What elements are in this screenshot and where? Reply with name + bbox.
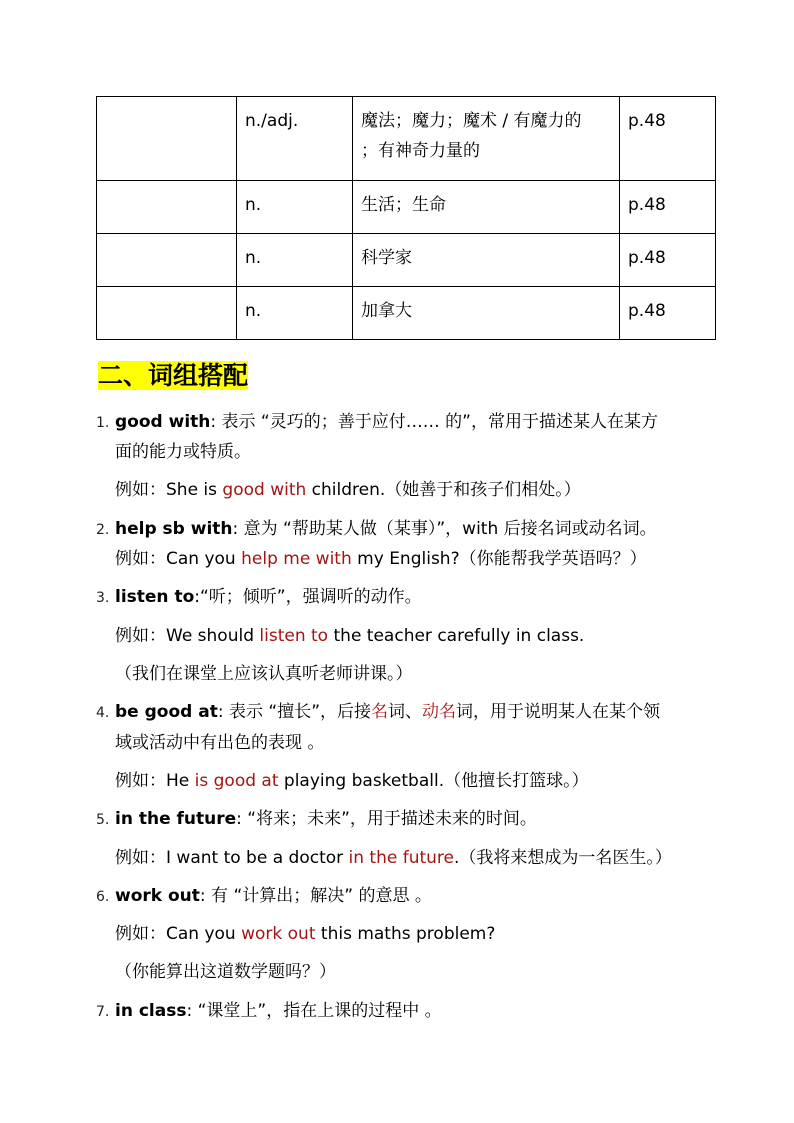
example-line <box>115 846 672 870</box>
phrase-desc: 意为 “帮助某人做（某事）”，with 后接名词或动名词。 <box>238 519 657 539</box>
example-text: playing basketball.（他擅长打篮球。） <box>278 771 589 791</box>
meaning-cell: 加拿大 <box>353 287 620 340</box>
desc-highlight: 名 <box>371 702 388 722</box>
item-number: 3. <box>96 590 110 606</box>
example-text: the teacher carefully in class. <box>328 626 585 646</box>
word-cell <box>97 181 237 234</box>
phrase-term: good with <box>115 412 211 432</box>
meaning-cell: 生活；生命 <box>353 181 620 234</box>
phrase-desc-cont: 面的能力或特质。 <box>115 442 251 462</box>
phrase-line <box>115 884 432 908</box>
phrase-desc: “课堂上”，指在上课的过程中 。 <box>192 1001 442 1021</box>
colon: : <box>232 519 239 539</box>
phrase-desc: 词、 <box>388 702 422 722</box>
table-row <box>97 181 716 234</box>
phrase-line <box>115 999 442 1023</box>
section-heading <box>96 358 250 394</box>
colon: : <box>217 702 224 722</box>
example-text: She is <box>166 480 223 500</box>
example-prefix: 例如： <box>115 771 166 791</box>
item-number: 2. <box>96 522 110 538</box>
example-prefix: 例如： <box>115 626 166 646</box>
table-row <box>97 97 716 181</box>
page-cell: p.48 <box>620 287 716 340</box>
example-line <box>115 478 581 502</box>
phrase-desc: 表示 “灵巧的；善于应付…… 的”，常用于描述某人在某方 <box>216 412 658 432</box>
word-cell <box>97 97 237 181</box>
page-cell: p.48 <box>620 234 716 287</box>
phrase-term: be good at <box>115 702 218 722</box>
example-prefix: 例如： <box>115 848 166 868</box>
word-cell <box>97 287 237 340</box>
example-prefix: 例如： <box>115 549 166 569</box>
example-line <box>115 547 647 571</box>
table-row <box>97 234 716 287</box>
example-translation: （我们在课堂上应该认真听老师讲课。） <box>115 664 413 684</box>
colon: : <box>186 1001 193 1021</box>
pos-cell: n. <box>237 181 353 234</box>
page-cell: p.48 <box>620 181 716 234</box>
example-translation: （你能算出这道数学题吗？） <box>115 962 336 982</box>
page-cell: p.48 <box>620 97 716 181</box>
item-number: 6. <box>96 889 110 905</box>
vocabulary-table <box>96 96 716 340</box>
phrase-term: in the future <box>115 809 237 829</box>
example-text: this maths problem? <box>315 924 496 944</box>
example-prefix: 例如： <box>115 924 166 944</box>
example-highlight: listen to <box>259 626 329 646</box>
item-number: 5. <box>96 812 110 828</box>
phrase-line <box>115 807 537 831</box>
example-text: He <box>166 771 195 791</box>
phrase-line <box>115 585 422 609</box>
example-line <box>115 769 589 793</box>
phrase-line <box>115 517 657 541</box>
phrase-term: listen to <box>115 587 195 607</box>
phrase-desc: “听；倾听”，强调听的动作。 <box>200 587 422 607</box>
pos-cell: n. <box>237 287 353 340</box>
phrase-desc: “将来；未来”，用于描述未来的时间。 <box>241 809 537 829</box>
example-text: I want to be a doctor <box>166 848 349 868</box>
word-cell <box>97 234 237 287</box>
example-text: Can you <box>166 549 242 569</box>
example-text: Can you <box>166 924 242 944</box>
example-prefix: 例如： <box>115 480 166 500</box>
example-text: children.（她善于和孩子们相处。） <box>306 480 581 500</box>
table-row <box>97 287 716 340</box>
phrase-term: in class <box>115 1001 187 1021</box>
pos-cell: n. <box>237 234 353 287</box>
item-number: 1. <box>96 415 110 431</box>
example-highlight: in the future <box>348 848 455 868</box>
phrase-term: work out <box>115 886 200 906</box>
phrase-line <box>115 700 660 724</box>
pos-cell: n./adj. <box>237 97 353 181</box>
section-title: 二、词组搭配 <box>98 361 249 390</box>
meaning-cell <box>353 97 620 181</box>
phrase-desc: 有 “计算出；解决” 的意思 。 <box>205 886 432 906</box>
example-text: We should <box>166 626 260 646</box>
phrase-line <box>115 410 658 434</box>
meaning-text: ；有神奇力量的 <box>361 141 480 161</box>
colon: : <box>199 886 206 906</box>
example-text: .（我将来想成为一名医生。） <box>454 848 672 868</box>
phrase-desc: 词，用于说明某人在某个领 <box>456 702 660 722</box>
example-line <box>115 922 495 946</box>
example-highlight: is good at <box>194 771 279 791</box>
desc-highlight: 动名 <box>422 702 456 722</box>
example-highlight: good with <box>222 480 307 500</box>
meaning-text: 魔法；魔力；魔术 / 有魔力的 <box>361 111 582 131</box>
phrase-desc: 表示 “擅长”，后接 <box>223 702 371 722</box>
example-highlight: help me with <box>241 549 352 569</box>
phrase-desc-cont: 域或活动中有出色的表现 。 <box>115 733 325 753</box>
meaning-cell: 科学家 <box>353 234 620 287</box>
item-number: 7. <box>96 1004 110 1020</box>
example-line <box>115 624 584 648</box>
colon: : <box>210 412 217 432</box>
example-highlight: work out <box>241 924 316 944</box>
colon: : <box>236 809 242 829</box>
colon: : <box>194 587 200 607</box>
example-text: my English?（你能帮我学英语吗？） <box>351 549 647 569</box>
phrase-term: help sb with <box>115 519 233 539</box>
item-number: 4. <box>96 705 110 721</box>
